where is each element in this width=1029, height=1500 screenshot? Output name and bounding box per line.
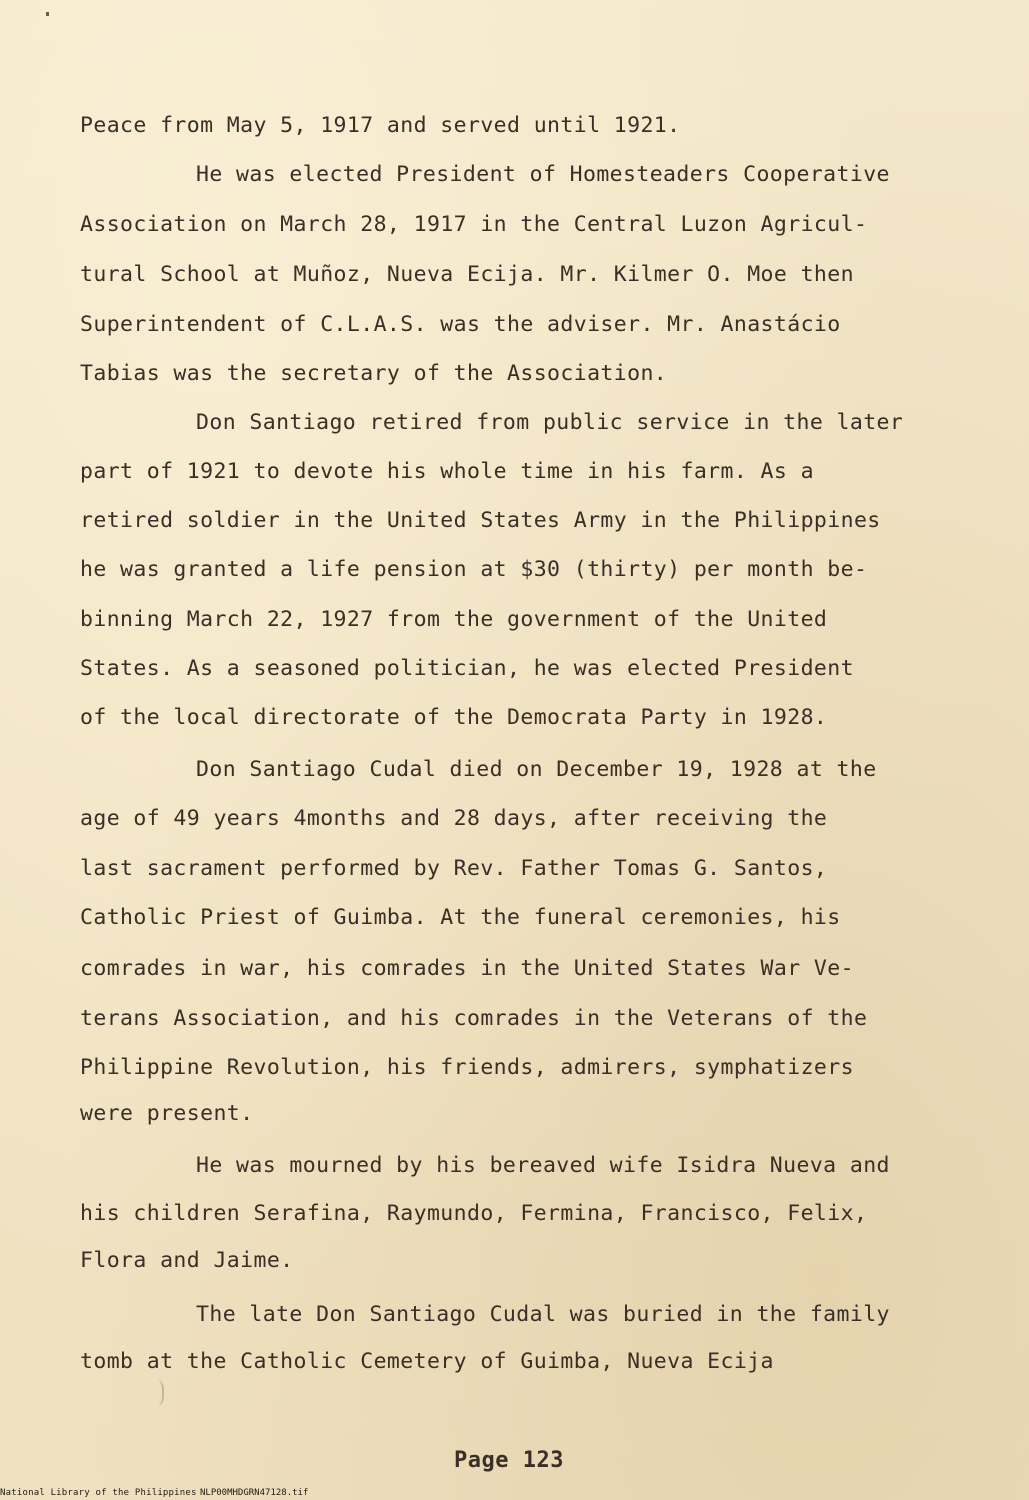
text-line: Flora and Jaime. bbox=[80, 1248, 294, 1273]
scan-speck bbox=[46, 12, 49, 16]
text-line: He was elected President of Homesteaders Cooperative bbox=[196, 162, 890, 187]
text-line: part of 1921 to devote his whole time in his farm. As a bbox=[80, 459, 814, 484]
text-line: terans Association, and his comrades in the Veterans of the bbox=[80, 1006, 868, 1031]
text-line: Don Santiago Cudal died on December 19, 1928 at the bbox=[196, 757, 877, 782]
text-line: The late Don Santiago Cudal was buried in the family bbox=[196, 1302, 890, 1327]
text-line: age of 49 years 4months and 28 days, after receiving the bbox=[80, 806, 828, 831]
text-line: were present. bbox=[80, 1101, 254, 1126]
footer-filename: NLP00MHDGRN47128.tif bbox=[200, 1488, 309, 1498]
text-line: Association on March 28, 1917 in the Central Luzon Agricul- bbox=[80, 212, 868, 237]
text-line: Don Santiago retired from public service in the later bbox=[196, 410, 904, 435]
text-line: He was mourned by his bereaved wife Isidra Nueva and bbox=[196, 1153, 890, 1178]
text-line: Catholic Priest of Guimba. At the funeral ceremonies, his bbox=[80, 905, 841, 930]
text-line: Tabias was the secretary of the Association. bbox=[80, 361, 668, 386]
text-line: Philippine Revolution, his friends, admirers, symphatizers bbox=[80, 1055, 854, 1080]
text-line: Peace from May 5, 1917 and served until 1921. bbox=[80, 113, 681, 138]
text-line: tomb at the Catholic Cemetery of Guimba, Nueva Ecija bbox=[80, 1349, 774, 1374]
text-line: his children Serafina, Raymundo, Fermina, Francisco, Felix, bbox=[80, 1201, 868, 1226]
text-line: comrades in war, his comrades in the United States War Ve- bbox=[80, 956, 854, 981]
text-line: of the local directorate of the Democrata Party in 1928. bbox=[80, 705, 828, 730]
text-line: last sacrament performed by Rev. Father Tomas G. Santos, bbox=[80, 856, 828, 881]
text-line: States. As a seasoned politician, he was elected President bbox=[80, 656, 854, 681]
ink-mark bbox=[148, 1380, 164, 1406]
text-line: tural School at Muñoz, Nueva Ecija. Mr. Kilmer O. Moe then bbox=[80, 262, 854, 287]
footer-source: National Library of the Philippines bbox=[0, 1488, 197, 1498]
text-line: retired soldier in the United States Army in the Philippines bbox=[80, 508, 881, 533]
text-line: he was granted a life pension at $30 (thirty) per month be- bbox=[80, 557, 868, 582]
page-number: Page 123 bbox=[454, 1448, 564, 1473]
text-line: Superintendent of C.L.A.S. was the adviser. Mr. Anastácio bbox=[80, 312, 841, 337]
text-line: binning March 22, 1927 from the government of the United bbox=[80, 607, 828, 632]
